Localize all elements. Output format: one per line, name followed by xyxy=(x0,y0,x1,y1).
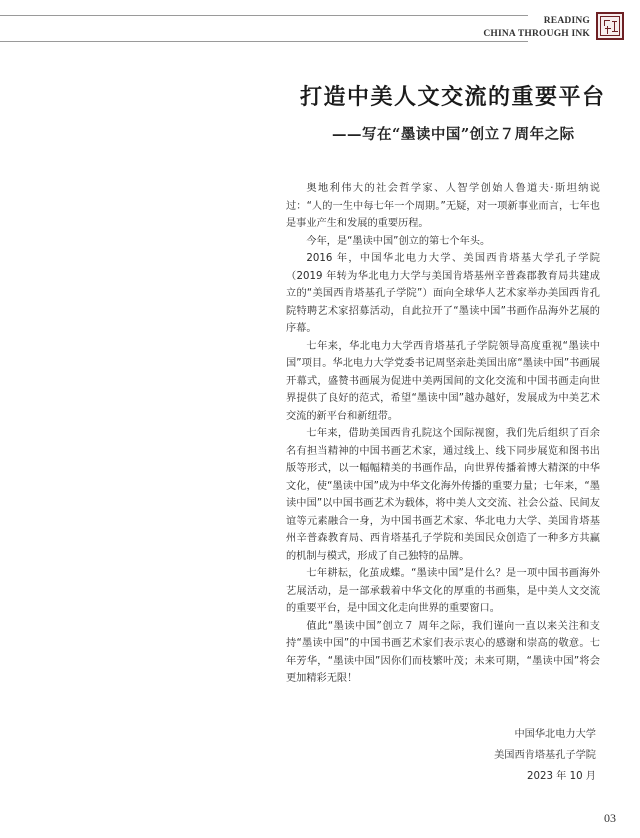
header-rule-bottom xyxy=(0,41,528,42)
paragraph: 2016 年，中国华北电力大学、美国西肯塔基大学孔子学院（2019 年转为华北电力大学与美国肯塔基州辛普森郡教育局共建成立的“美国西肯塔基孔子学院”）面向全球华人艺术家举办美国西肯孔院特聘艺术家招募活动，自此拉开了“墨读中国”书画作品海外艺展的序幕。 xyxy=(286,253,600,334)
seal-inner-frame xyxy=(600,16,620,36)
header-rule-top xyxy=(0,15,528,16)
seal-logo-icon xyxy=(596,12,624,40)
article-body xyxy=(286,180,600,688)
paragraph: 七年耕耘，化茧成蝶。“墨读中国”是什么？是一项中国书画海外艺展活动，是一部承载着中华文化的厚重的书画集，是中美人文交流的重要平台，是中国文化走向世界的重要窗口。 xyxy=(286,568,600,614)
paragraph: 今年，是“墨读中国”创立的第七个年头。 xyxy=(306,235,491,247)
article-subtitle: ——写在“墨读中国”创立７周年之际 xyxy=(332,126,575,143)
paragraph: 七年来，借助美国西肯孔院这个国际视窗，我们先后组织了百余名有担当精神的中国书画艺术家，通过线上、线下同步展览和图书出版等形式，以一幅幅精美的书画作品，向世界传播着博大精深的中华文化，使“墨读中国”成为中华文化海外传播的重要力量；七年来，“墨读中国”以中国书画艺术为载体，将中美人文交流、社会公益、民间友谊等元素融合一身，为中国书画艺术家、华北电力大学、美国肯塔基州辛普森教育局、西肯塔基孔子学院和美国民众创造了一种多方共赢的机制与模式，形成了自己独特的品牌。 xyxy=(286,428,600,562)
brand-text xyxy=(483,15,590,40)
brand-line-1: READING xyxy=(543,16,590,26)
page-number: 03 xyxy=(604,811,616,825)
signature-block xyxy=(494,724,596,787)
signature-org-1: 中国华北电力大学 xyxy=(514,729,596,740)
signature-org-2: 美国西肯塔基孔子学院 xyxy=(494,750,596,761)
paragraph: 七年来，华北电力大学西肯塔基孔子学院领导高度重视“墨读中国”项目。华北电力大学党委书记周坚亲赴美国出席“墨读中国”书画展开幕式，盛赞书画展为促进中美两国间的文化交流和中国书画走向世界提供了良好的范式，希望“墨读中国”越办越好，发展成为中美艺术交流的新平台和新纽带。 xyxy=(286,340,600,422)
signature-date: 2023 年 10 月 xyxy=(527,771,596,782)
paragraph: 值此“墨读中国”创立７ 周年之际，我们谨向一直以来关注和支持“墨读中国”的中国书画艺术家们表示衷心的感谢和崇高的敬意。七年芳华，“墨读中国”因你们而枝繁叶茂；未来可期，“墨读中国”将会更加精彩无限！ xyxy=(286,620,600,684)
brand-line-2: CHINA THROUGH INK xyxy=(483,28,590,39)
paragraph: 奥地利伟大的社会哲学家、人智学创始人鲁道夫·斯坦纳说过：“人的一生中每七年一个周期。”无疑，对一项新事业而言，七年也是事业产生和发展的重要历程。 xyxy=(286,183,600,229)
article-title: 打造中美人文交流的重要平台 xyxy=(300,84,606,110)
